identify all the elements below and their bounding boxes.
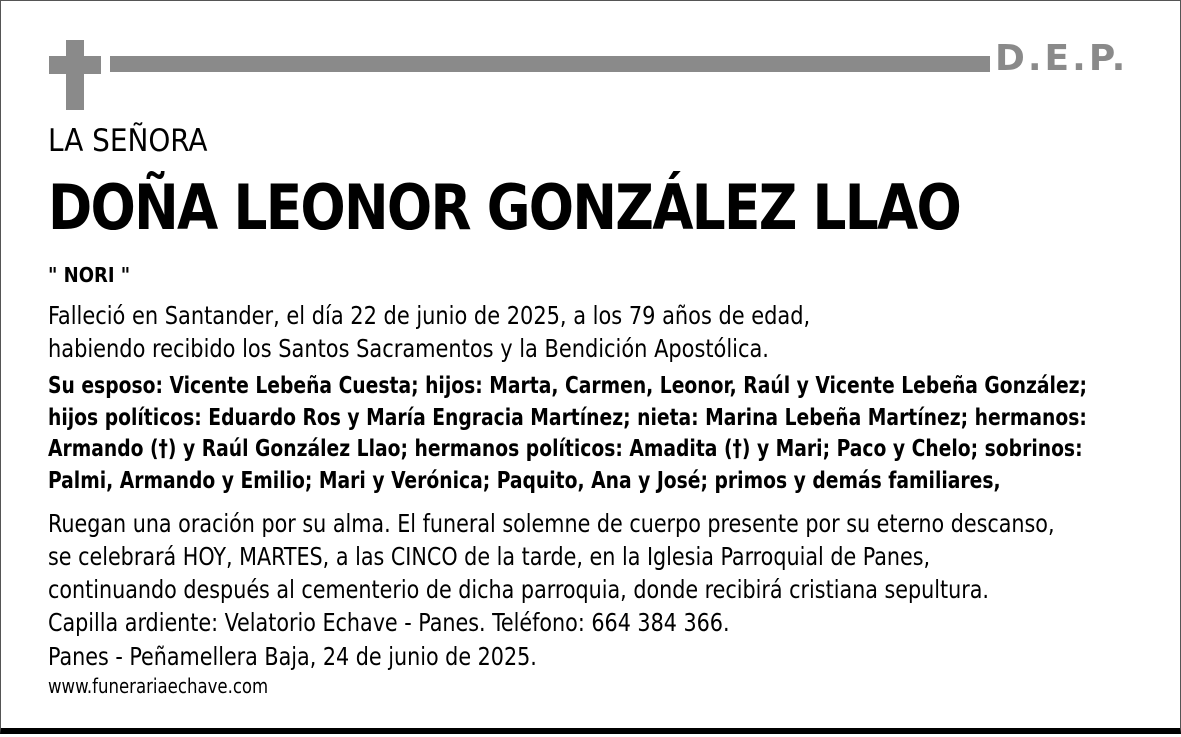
salutation: LA SEÑORA — [48, 123, 208, 159]
family-line: Palmi, Armando y Emilio; Mari y Verónica; Paquito, Ana y José; primos y demás familiares, — [48, 467, 1001, 494]
funeral-line: continuando después al cementerio de dicha parroquia, donde recibirá cristiana sepultura. — [48, 575, 990, 604]
death-notice-line: habiendo recibido los Santos Sacramentos y la Bendición Apostólica. — [48, 334, 769, 363]
family-line: Su esposo: Vicente Lebeña Cuesta; hijos: Marta, Carmen, Leonor, Raúl y Vicente Lebeña González; — [48, 373, 1088, 399]
death-notice-line: Falleció en Santander, el día 22 de junio de 2025, a los 79 años de edad, — [48, 301, 811, 330]
funeral-details — [48, 507, 1055, 639]
cross-horizontal-bar — [49, 56, 101, 74]
dep-label: D.E.P. — [995, 38, 1129, 79]
funeral-line: se celebrará HOY, MARTES, a las CINCO de la tarde, en la Iglesia Parroquial de Panes, — [48, 542, 931, 571]
nickname: " NORI " — [48, 263, 131, 287]
cross-vertical-bar — [66, 40, 84, 110]
deceased-name: DOÑA LEONOR GONZÁLEZ LLAO — [48, 171, 961, 244]
header-rule — [110, 56, 990, 72]
death-notice — [48, 299, 810, 365]
funeral-line: Ruegan una oración por su alma. El funeral solemne de cuerpo presente por su eterno descanso, — [48, 509, 1055, 538]
funeral-line: Capilla ardiente: Velatorio Echave - Panes. Teléfono: 664 384 366. — [48, 608, 730, 637]
family-list — [48, 371, 1087, 497]
dateline: Panes - Peñamellera Baja, 24 de junio de 2025. — [48, 642, 537, 671]
latin-cross-icon — [49, 40, 101, 110]
family-line: Armando (†) y Raúl González Llao; hermanos políticos: Amadita (†) y Mari; Paco y Chelo; sobrinos: — [48, 436, 1083, 462]
website-link[interactable]: www.funerariaechave.com — [48, 674, 269, 698]
family-line: hijos políticos: Eduardo Ros y María Engracia Martínez; nieta: Marina Lebeña Martínez; hermanos: — [48, 404, 1087, 431]
